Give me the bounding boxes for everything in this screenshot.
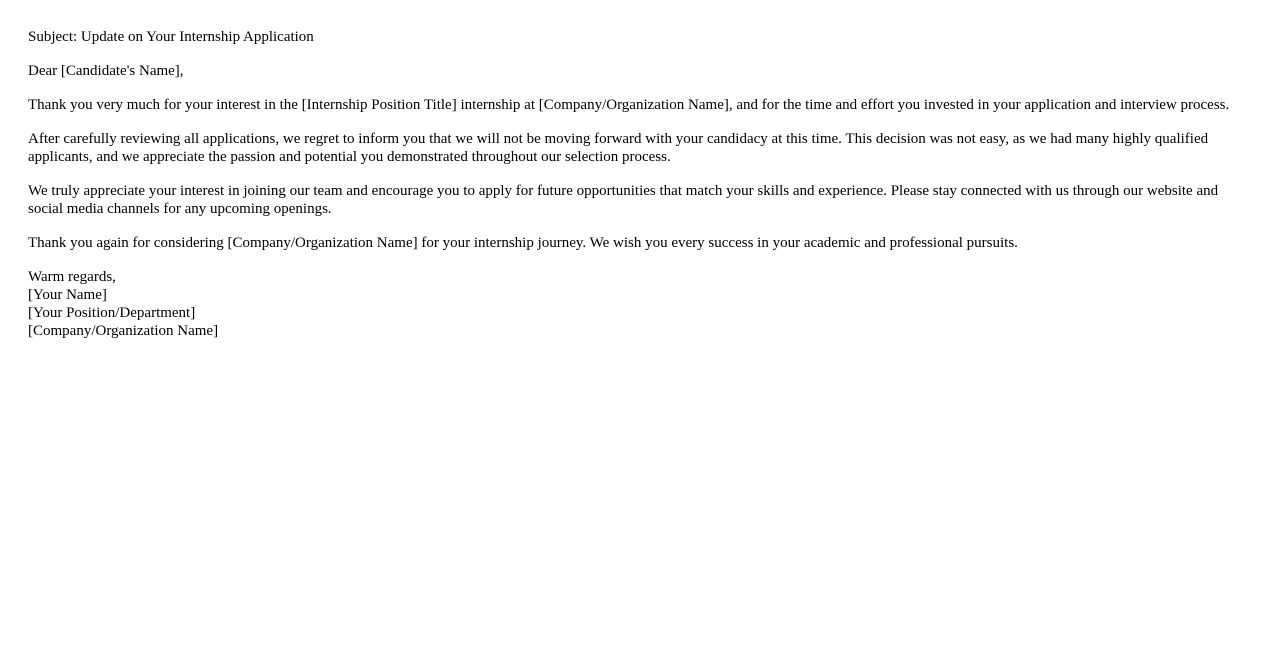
email-greeting: Dear [Candidate's Name],: [28, 63, 184, 79]
email-body: [28, 28, 1248, 356]
email-paragraph-1: Thank you very much for your interest in the [Internship Position Title] internship at [Company/Organization Name], and for the time and effort you invested in your application and interview process.: [28, 97, 1230, 113]
signature-closing: Warm regards,: [28, 269, 116, 285]
signature-position: [Your Position/Department]: [28, 305, 196, 321]
email-paragraph-4: Thank you again for considering [Company/Organization Name] for your internship journey. We wish you every success in your academic and professional pursuits.: [28, 235, 1018, 251]
email-paragraph-3: We truly appreciate your interest in joining our team and encourage you to apply for future opportunities that match your skills and experience. Please stay connected with us through our website and social media channels for any upcoming openings.: [28, 183, 1219, 217]
email-paragraph-2: After carefully reviewing all applications, we regret to inform you that we will not be moving forward with your candidacy at this time. This decision was not easy, as we had many highly qualified applicants, and we appreciate the passion and potential you demonstrated throughout our selection process.: [28, 131, 1209, 165]
signature-name: [Your Name]: [28, 287, 107, 303]
email-signature: [28, 268, 1248, 340]
signature-company: [Company/Organization Name]: [28, 323, 219, 339]
email-subject: Subject: Update on Your Internship Application: [28, 29, 314, 45]
